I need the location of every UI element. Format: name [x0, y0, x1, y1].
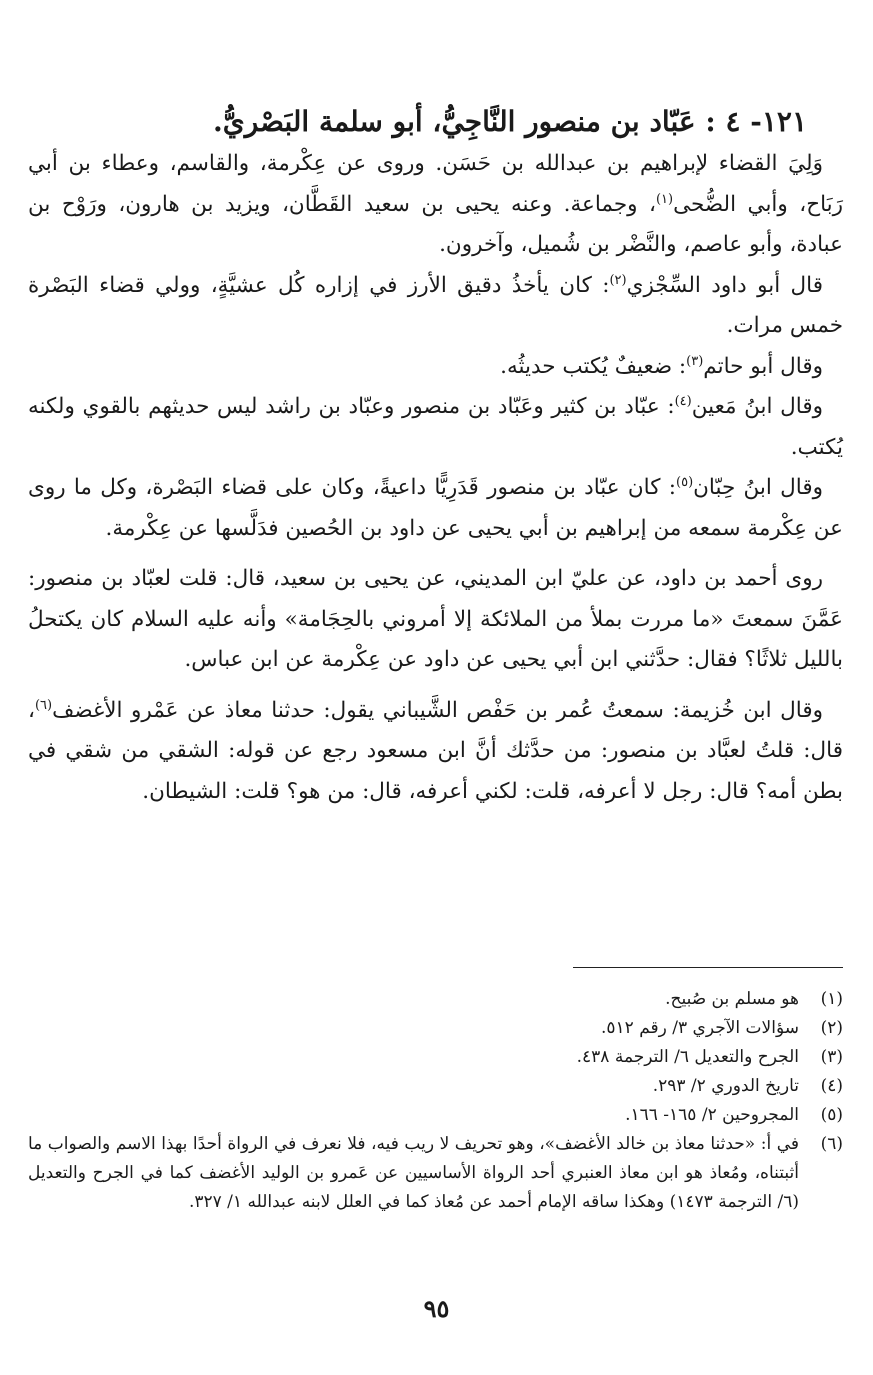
paragraph-text: ، قال: قلتُ لعبَّاد بن منصور: من حدَّثك أنَّ ابن مسعود رجع عن قوله: الشقي من شقي في بطن أمه؟ قال: رجل لا أعرفه، قلت: لكني أعرفه، قال: من هو؟ قلت: الشيطان. [28, 697, 843, 804]
footnote-ref-5[interactable]: (٥) [676, 474, 694, 490]
paragraph-text: وقال أبو حاتم [703, 353, 823, 379]
footnote-number: (٥) [820, 1105, 843, 1125]
footnote-ref-3[interactable]: (٣) [686, 353, 704, 369]
paragraph-4 [28, 387, 843, 468]
footnote-text: تاريخ الدوري ٢/ ٢٩٣. [652, 1076, 799, 1096]
footnote-number: (٦) [820, 1134, 843, 1154]
paragraph-text: : كان يأخذُ دقيق الأرز في إزاره كُل عشيَّةٍ، وولي قضاء البَصْرة خمس مرات. [28, 272, 843, 338]
page-number: ٩٥ [423, 1294, 450, 1323]
paragraph-1 [28, 144, 843, 266]
footnote-number: (١) [820, 989, 843, 1009]
footnote-number: (٤) [820, 1076, 843, 1096]
paragraph-text: وقال ابن خُزيمة: سمعتُ عُمر بن حَفْص الشَّيباني يقول: حدثنا معاذ عن عَمْرو الأغضف [52, 697, 823, 723]
paragraph-6 [28, 559, 843, 681]
main-body [28, 100, 843, 812]
footnote-separator [573, 967, 843, 968]
footnote-number: (٣) [820, 1047, 843, 1067]
paragraph-text: وقال ابنُ مَعين [691, 394, 824, 419]
paragraph-text: : ضعيفٌ يُكتب حديثُه. [500, 353, 687, 379]
footnote-ref-4[interactable]: (٤) [674, 393, 692, 409]
paragraph-text: روى أحمد بن داود، عن عليّ ابن المديني، عن يحيى بن سعيد، قال: قلت لعبّاد بن منصور: عَمَّنَ سمعتَ «ما مررت بملأ من الملائكة إلا أمروني بالحِجَامة» وأنه عليه السلام كان يكتحلُ بالليل ثلاثًا؟ فقال: حدَّثني ابن أبي يحيى عن داود عن عِكْرمة عن ابن عباس. [28, 566, 843, 672]
footnote-text: هو مسلم بن صُبيح. [665, 989, 799, 1009]
footnote-number: (٢) [820, 1018, 843, 1038]
footnote-text: المجروحين ٢/ ١٦٥- ١٦٦. [625, 1105, 799, 1125]
footnote-ref-2[interactable]: (٢) [609, 272, 627, 288]
footnote-text: الجرح والتعديل ٦/ الترجمة ٤٣٨. [576, 1047, 799, 1067]
paragraph-2 [28, 266, 843, 347]
entry-heading: ١٢١- ٤ : عَبّاد بن منصور النَّاجِيُّ، أبو سلمة البَصْريُّ. [213, 105, 807, 138]
footnote-5 [28, 1101, 843, 1130]
footnote-2 [28, 1014, 843, 1043]
footnote-1 [28, 985, 843, 1014]
footnote-text: سؤالات الآجري ٣/ رقم ٥١٢. [600, 1018, 799, 1038]
paragraph-text: ، وجماعة. وعنه يحيى بن سعيد القَطَّان، ويزيد بن هارون، ورَوْح بن عبادة، وأبو عاصم، والنَّضْر بن شُميل، وآخرون. [28, 191, 843, 257]
paragraph-text: : كان عبّاد بن منصور قَدَرِيًّا داعيةً، وكان على قضاء البَصْرة، وكل ما روى عن عِكْرمة سمعه من إبراهيم بن أبي يحيى عن داود بن الحُصين فدَلَّسها عن عِكْرمة. [28, 475, 843, 541]
footnote-ref-6[interactable]: (٦) [34, 697, 53, 713]
paragraph-text: قال أبو داود السِّجْزي [626, 272, 823, 298]
footnote-3 [28, 1043, 843, 1072]
paragraph-text: : عبّاد بن كثير وعَبّاد بن منصور وعبّاد بن راشد ليس حديثهم بالقوي ولكنه يُكتب. [28, 394, 843, 460]
paragraph-text: وَلِيَ القضاء لإبراهيم بن عبدالله بن حَسَن. وروى عن عِكْرمة، والقاسم، وعطاء بن أبي رَبَاح، وأبي الضُّحى [28, 151, 843, 217]
paragraph-5 [28, 468, 843, 549]
footnotes [28, 985, 843, 1217]
paragraph-3 [28, 347, 843, 388]
footnote-text: في أ: «حدثنا معاذ بن خالد الأغضف»، وهو تحريف لا ريب فيه، فلا نعرف في الرواة أحدًا بهذا الاسم والصواب ما أثبتناه، ومُعاذ هو ابن معاذ العنبري أحد الرواة الأساسيين عن عَمرو بن الوليد الأغضف كما في الجرح والتعديل (٦/ الترجمة ١٤٧٣) وهكذا ساقه الإمام أحمد عن مُعاذ كما في العلل لابنه عبدالله ١/ ٣٢٧. [28, 1134, 799, 1212]
footnote-4 [28, 1072, 843, 1101]
footnote-ref-1[interactable]: (١) [655, 191, 674, 207]
footnote-6 [28, 1130, 843, 1217]
paragraph-text: وقال ابنُ حِبّان [693, 475, 823, 500]
paragraph-7 [28, 691, 843, 813]
